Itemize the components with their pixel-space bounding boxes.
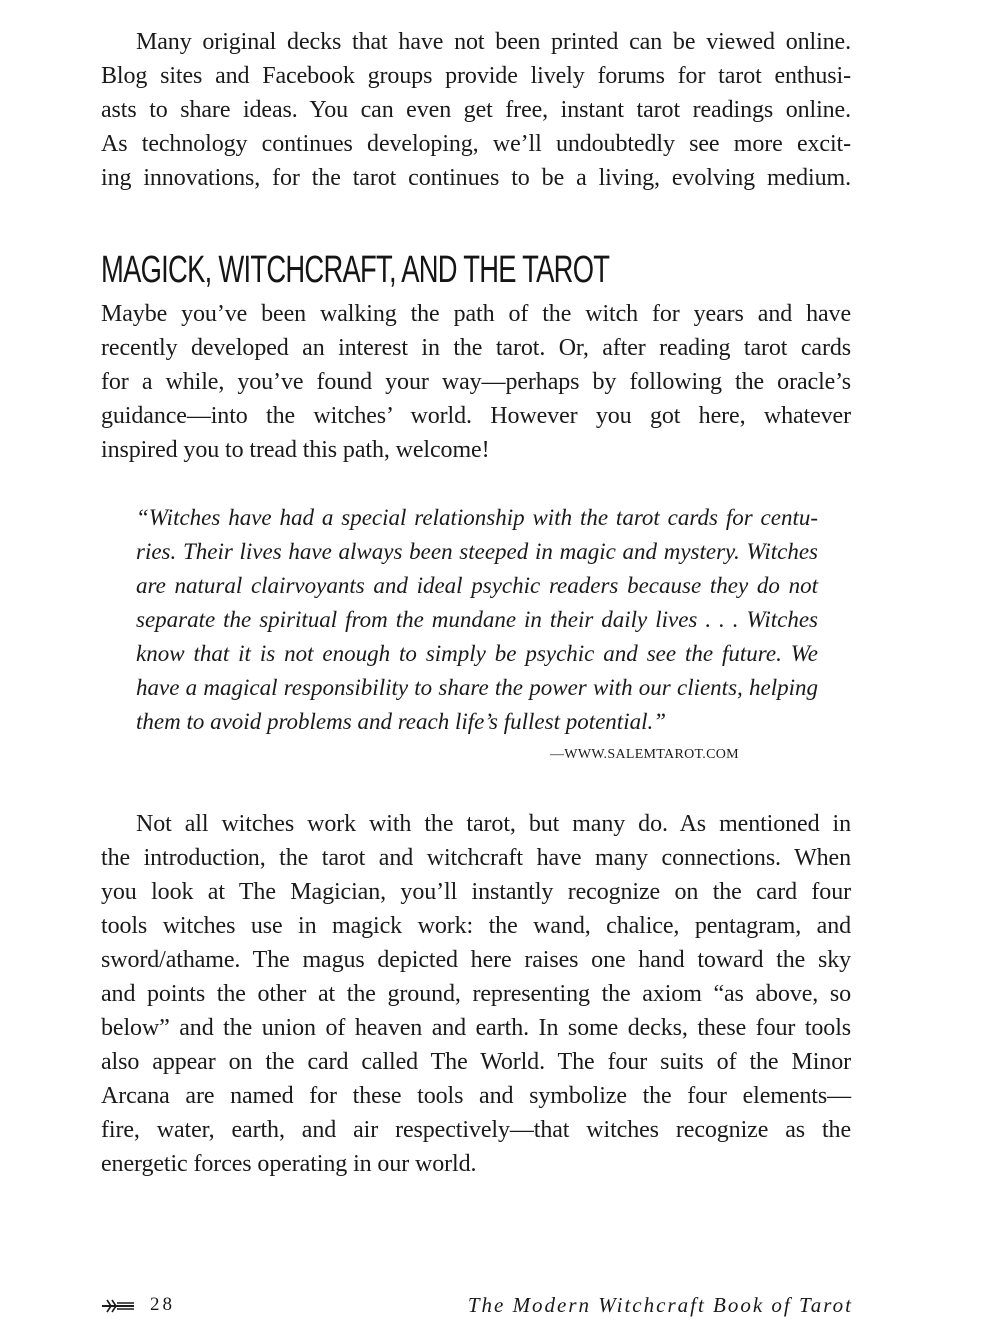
running-book-title: The Modern Witchcraft Book of Tarot	[467, 1293, 853, 1317]
text-line: energetic forces operating in our world.	[101, 1151, 477, 1177]
text-line: sword/athame. The magus depicted here raises one hand toward the sky	[101, 947, 851, 973]
text-line: Many original decks that have not been printed can be viewed online.	[136, 29, 851, 55]
text-line: Not all witches work with the tarot, but many do. As mentioned in	[136, 811, 851, 837]
section-heading: MAGICK, WITCHCRAFT, AND THE TAROT	[101, 249, 610, 291]
arrow-ornament-icon	[101, 1298, 135, 1314]
quote-line: separate the spiritual from the mundane in their daily lives . . . Witches	[136, 607, 818, 632]
quote-line: know that it is not enough to simply be psychic and see the future. We	[136, 641, 818, 666]
quote-line: them to avoid problems and reach life’s fullest potential.”	[136, 709, 667, 734]
text-line: below” and the union of heaven and earth. In some decks, these four tools	[101, 1015, 851, 1041]
text-line: for a while, you’ve found your way—perhaps by following the oracle’s	[101, 369, 851, 395]
quote-line: have a magical responsibility to share the power with our clients, helping	[136, 675, 818, 700]
text-line: recently developed an interest in the tarot. Or, after reading tarot cards	[101, 335, 851, 361]
text-line: Arcana are named for these tools and symbolize the four elements—	[101, 1083, 851, 1109]
text-line: inspired you to tread this path, welcome!	[101, 437, 490, 463]
text-line: you look at The Magician, you’ll instantly recognize on the card four	[101, 879, 851, 905]
text-line: ing innovations, for the tarot continues to be a living, evolving medium.	[101, 165, 851, 191]
quote-line: “Witches have had a special relationship with the tarot cards for centu-	[136, 505, 818, 530]
text-line: tools witches use in magick work: the wand, chalice, pentagram, and	[101, 913, 851, 939]
page-number: 28	[150, 1294, 175, 1315]
text-line: Blog sites and Facebook groups provide lively forums for tarot enthusi-	[101, 63, 851, 89]
text-line: guidance—into the witches’ world. However you got here, whatever	[101, 403, 851, 429]
text-line: As technology continues developing, we’ll undoubtedly see more excit-	[101, 131, 851, 157]
text-line: Maybe you’ve been walking the path of the witch for years and have	[101, 301, 851, 327]
text-line: asts to share ideas. You can even get free, instant tarot readings online.	[101, 97, 851, 123]
text-line: also appear on the card called The World. The four suits of the Minor	[101, 1049, 851, 1075]
quote-attribution: —WWW.SALEMTAROT.COM	[550, 747, 739, 762]
text-line: the introduction, the tarot and witchcraft have many connections. When	[101, 845, 851, 871]
text-line: fire, water, earth, and air respectively—that witches recognize as the	[101, 1117, 851, 1143]
quote-line: are natural clairvoyants and ideal psychic readers because they do not	[136, 573, 818, 598]
text-line: and points the other at the ground, representing the axiom “as above, so	[101, 981, 851, 1007]
quote-line: ries. Their lives have always been steeped in magic and mystery. Witches	[136, 539, 818, 564]
